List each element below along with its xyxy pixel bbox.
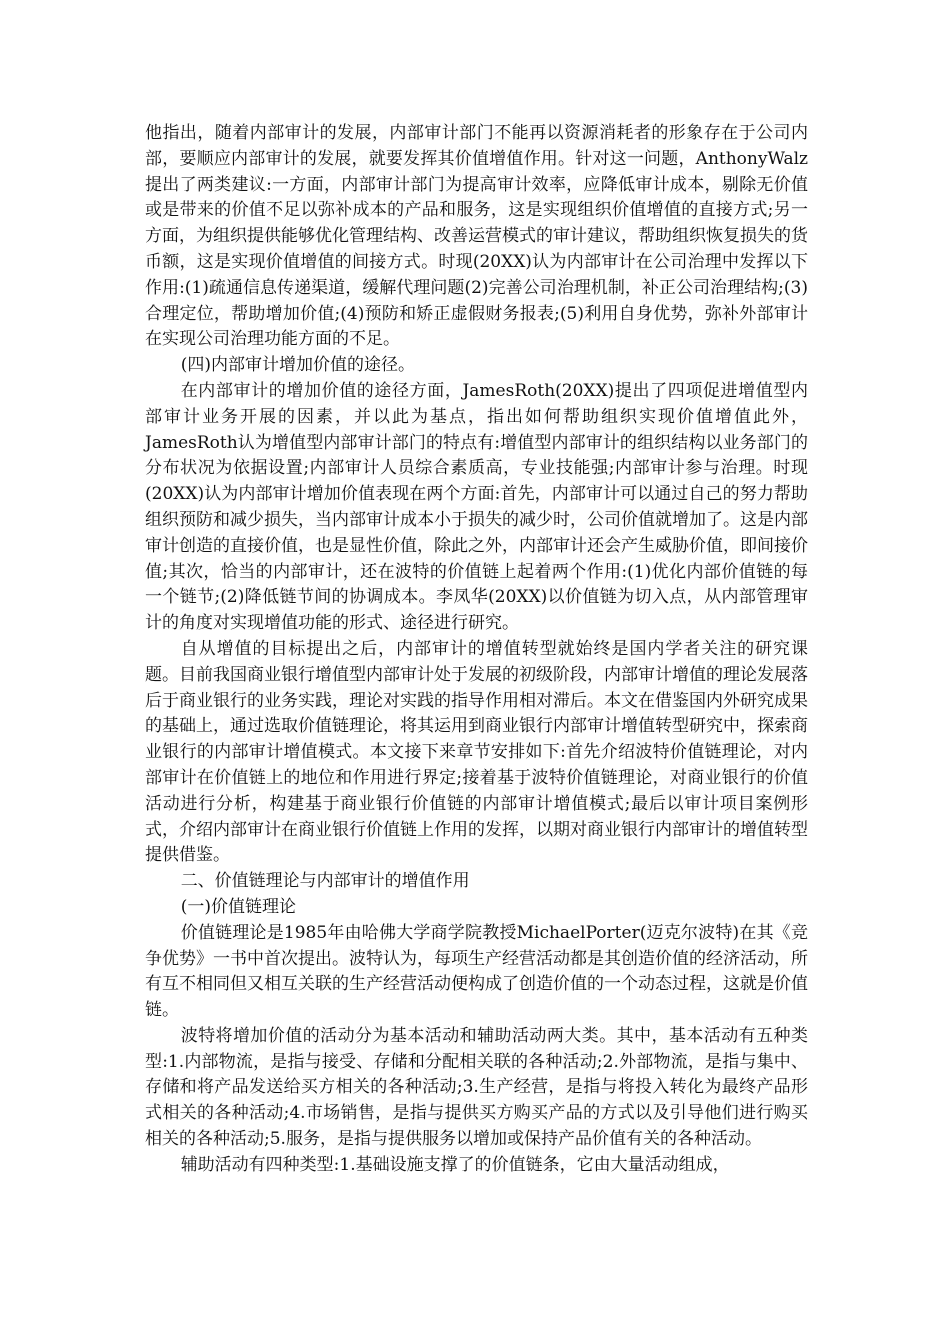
body-paragraph-primary-activities: 波特将增加价值的活动分为基本活动和辅助活动两大类。其中，基本活动有五种类型:1.内部物流，是指与接受、存储和分配相关联的各种活动;2.外部物流，是指与集中、存储和将产品发送给买方相关的各种活动;3.生产经营，是指与将投入转化为最终产品形式相关的各种活动;4.市场销售，是指与提供买方购买产品的方式以及引导他们进行购买相关的各种活动;5.服务，是指与提供服务以增加或保持产品价值有关的各种活动。 [145,1025,808,1150]
chapter-heading-value-chain-and-audit: 二、价值链理论与内部审计的增值作用 [180,871,470,892]
document-page [145,121,808,1179]
section-heading-value-chain-theory: (一)价值链理论 [180,896,296,917]
body-paragraph-research-outline: 自从增值的目标提出之后，内部审计的增值转型就始终是国内学者关注的研究课题。目前我国商业银行增值型内部审计处于发展的初级阶段，内部审计增值的理论发展落后于商业银行的业务实践，理论对实践的指导作用相对滞后。本文在借鉴国内外研究成果的基础上，通过选取价值链理论，将其运用到商业银行内部审计增值转型研究中，探索商业银行的内部审计增值模式。本文接下来章节安排如下:首先介绍波特价值链理论，对内部审计在价值链上的地位和作用进行界定;接着基于波特价值链理论，对商业银行的价值活动进行分析，构建基于商业银行价值链的内部审计增值模式;最后以审计项目案例形式，介绍内部审计在商业银行价值链上作用的发挥，以期对商业银行内部审计的增值转型提供借鉴。 [145,638,808,866]
body-paragraph-walz-and-governance: 他指出，随着内部审计的发展，内部审计部门不能再以资源消耗者的形象存在于公司内部，要顺应内部审计的发展，就要发挥其价值增值作用。针对这一问题，AnthonyWalz提出了两类建议:一方面，内部审计部门为提高审计效率，应降低审计成本，剔除无价值或是带来的价值不足以弥补成本的产品和服务，这是实现组织价值增值的直接方式;另一方面，为组织提供能够优化管理结构、改善运营模式的审计建议，帮助组织恢复损失的货币额，这是实现价值增值的间接方式。时现(20XX)认为内部审计在公司治理中发挥以下作用:(1)疏通信息传递渠道，缓解代理问题(2)完善公司治理机制，补正公司治理结构;(3)合理定位，帮助增加价值;(4)预防和矫正虚假财务报表;(5)利用自身优势，弥补外部审计在实现公司治理功能方面的不足。 [145,123,808,350]
body-paragraph-support-activities: 辅助活动有四种类型:1.基础设施支撑了的价值链条，它由大量活动组成， [180,1154,730,1175]
section-heading-value-adding-paths: (四)内部审计增加价值的途径。 [180,355,415,376]
body-paragraph-porter-value-chain: 价值链理论是1985年由哈佛大学商学院教授MichaelPorter(迈克尔波特)在其《竞争优势》一书中首次提出。波特认为，每项生产经营活动都是其创造价值的经济活动，所有互不相同但又相互关联的生产经营活动便构成了创造价值的一个动态过程，这就是价值链。 [145,922,808,1021]
body-paragraph-roth-value-adding: 在内部审计的增加价值的途径方面，JamesRoth(20XX)提出了四项促进增值型内部审计业务开展的因素，并以此为基点，指出如何帮助组织实现价值增值此外，JamesRoth认为增值型内部审计部门的特点有:增值型内部审计的组织结构以业务部门的分布状况为依据设置;内部审计人员综合素质高，专业技能强;内部审计参与治理。时现(20XX)认为内部审计增加价值表现在两个方面:首先，内部审计可以通过自己的努力帮助组织预防和减少损失，当内部审计成本小于损失的减少时，公司价值就增加了。这是内部审计创造的直接价值，也是显性价值，除此之外，内部审计还会产生威胁价值，即间接价值;其次，恰当的内部审计，还在波特的价值链上起着两个作用:(1)优化内部价值链的每一个链节;(2)降低链节间的协调成本。李凤华(20XX)以价值链为切入点，从内部管理审计的角度对实现增值功能的形式、途径进行研究。 [145,380,808,634]
